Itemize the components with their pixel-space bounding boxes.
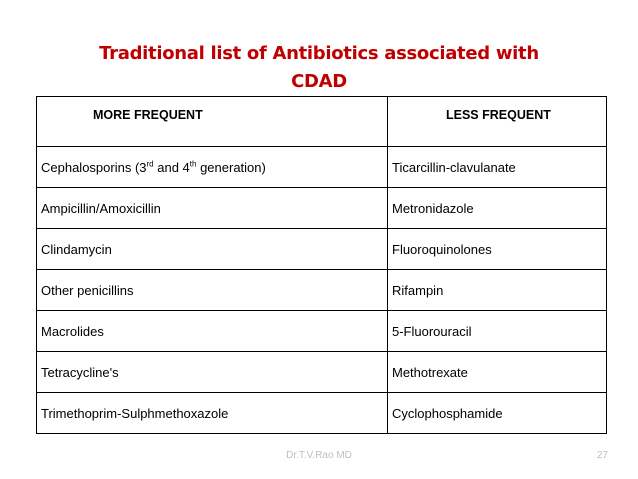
table-cell-more: Trimethoprim-Sulphmethoxazole [37, 393, 388, 434]
table-cell-less: Methotrexate [388, 352, 607, 393]
table-row [37, 270, 607, 311]
table-cell-less: Ticarcillin-clavulanate [388, 147, 607, 188]
slide-title [0, 40, 638, 96]
superscript-rd: rd [146, 159, 154, 169]
table-cell-less: Metronidazole [388, 188, 607, 229]
table-cell-more: Clindamycin [37, 229, 388, 270]
cell-text-prefix: Cephalosporins (3 [41, 159, 147, 175]
antibiotics-table [36, 96, 607, 434]
page-number: 27 [596, 450, 608, 461]
table-cell-more: Other penicillins [37, 270, 388, 311]
table-cell-more: Tetracycline's [37, 352, 388, 393]
table-cell-less: 5-Fluorouracil [388, 311, 607, 352]
table-cell-less: Cyclophosphamide [388, 393, 607, 434]
table-cell-less: Fluoroquinolones [388, 229, 607, 270]
table-header-row [37, 97, 607, 147]
cell-text-suffix: generation) [196, 159, 266, 175]
superscript-th: th [189, 159, 197, 169]
slide-title-line-2: CDAD [291, 71, 347, 92]
table-row [37, 352, 607, 393]
table-row [37, 188, 607, 229]
cell-text-mid: and 4 [153, 159, 190, 175]
table-row [37, 229, 607, 270]
table-cell-more: Ampicillin/Amoxicillin [37, 188, 388, 229]
slide-title-line-1: Traditional list of Antibiotics associated with [99, 43, 539, 64]
table-row [37, 147, 607, 188]
header-less-frequent: LESS FREQUENT [388, 97, 607, 147]
footer-author: Dr.T.V.Rao MD [286, 450, 352, 461]
table-cell-more [37, 147, 388, 188]
table-cell-less: Rifampin [388, 270, 607, 311]
table-cell-more: Macrolides [37, 311, 388, 352]
header-more-frequent: MORE FREQUENT [37, 97, 388, 147]
table-row [37, 393, 607, 434]
table-row [37, 311, 607, 352]
